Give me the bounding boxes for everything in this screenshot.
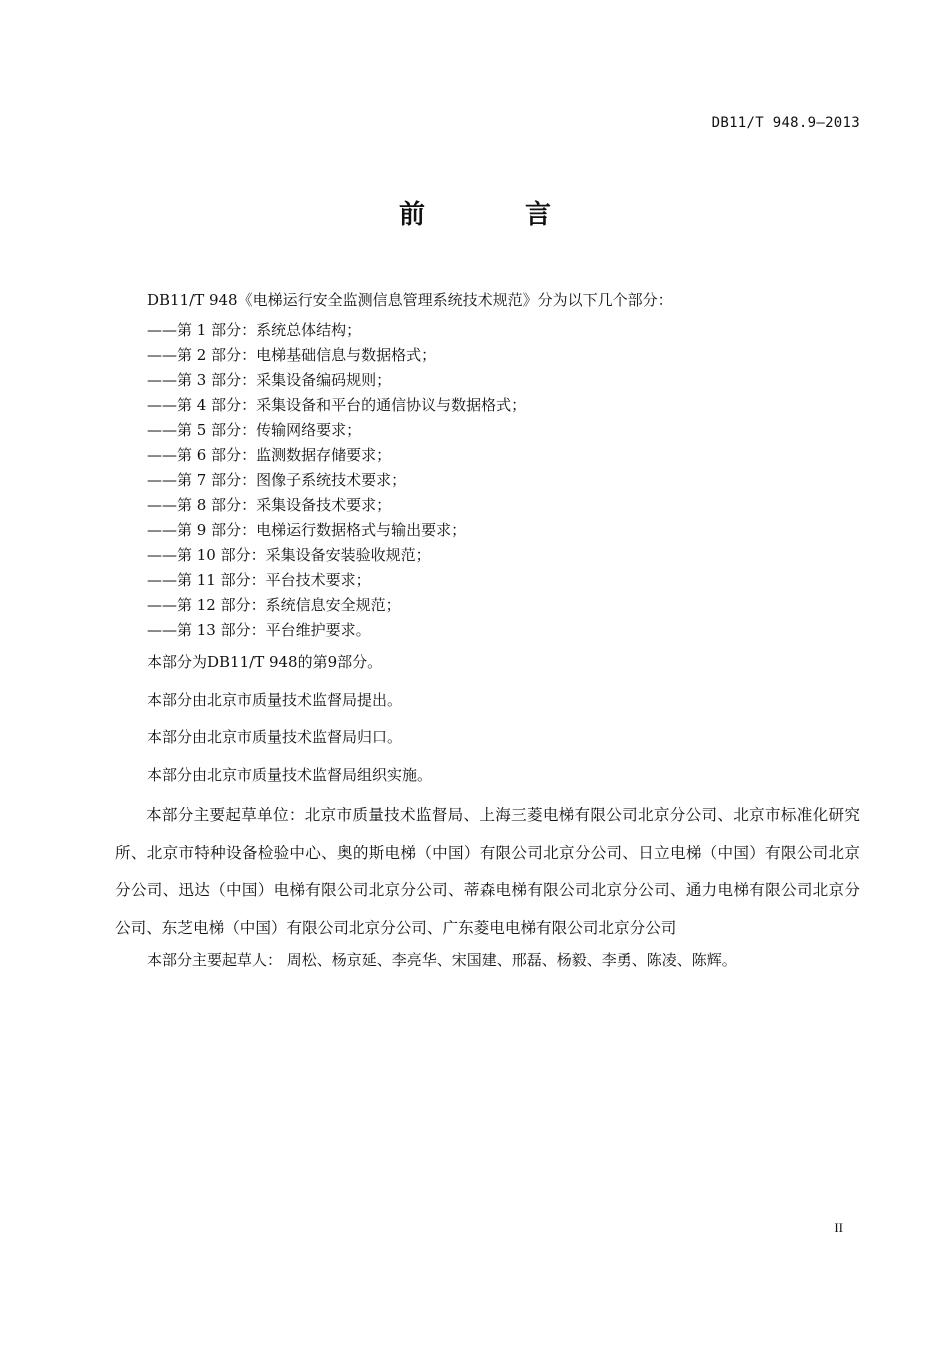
title-char-1: 前 [398, 200, 425, 230]
drafters-paragraph: 本部分主要起草人： 周松、杨京延、李亮华、宋国建、邢磊、杨毅、李勇、陈凌、陈辉。 [147, 951, 737, 969]
page-title [0, 194, 950, 231]
list-item: ——第 3 部分：采集设备编码规则； [147, 371, 392, 389]
list-item: ——第 1 部分：系统总体结构； [147, 321, 362, 339]
list-item: ——第 12 部分：系统信息安全规范； [147, 596, 401, 614]
list-item: ——第 10 部分：采集设备安装验收规范； [147, 546, 431, 564]
list-item: ——第 8 部分：采集设备技术要求； [147, 496, 392, 514]
list-item: ——第 4 部分：采集设备和平台的通信协议与数据格式； [147, 396, 527, 414]
list-item: ——第 9 部分：电梯运行数据格式与输出要求； [147, 521, 467, 539]
list-item: ——第 2 部分：电梯基础信息与数据格式； [147, 346, 437, 364]
list-item: ——第 11 部分：平台技术要求； [147, 571, 371, 589]
proposed-by-paragraph: 本部分由北京市质量技术监督局提出。 [147, 691, 403, 709]
managed-by-paragraph: 本部分由北京市质量技术监督局归口。 [147, 728, 403, 746]
list-item: ——第 7 部分：图像子系统技术要求； [147, 471, 407, 489]
title-char-2: 言 [525, 200, 552, 230]
list-item: ——第 5 部分：传输网络要求； [147, 421, 362, 439]
part-of-paragraph: 本部分为DB11/T 948的第9部分。 [147, 653, 383, 671]
page-number: II [834, 1220, 843, 1235]
intro-paragraph: DB11/T 948《电梯运行安全监测信息管理系统技术规范》分为以下几个部分： [147, 291, 673, 309]
parts-list [147, 320, 526, 645]
drafting-units-paragraph: 本部分主要起草单位：北京市质量技术监督局、上海三菱电梯有限公司北京分公司、北京市标准化研究所、北京市特种设备检验中心、奥的斯电梯（中国）有限公司北京分公司、日立电梯（中国）有限公司北京分公司、迅达（中国）电梯有限公司北京分公司、蒂森电梯有限公司北京分公司、通力电梯有限公司北京分公司、东芝电梯（中国）有限公司北京分公司、广东菱电电梯有限公司北京分公司 [115, 806, 860, 937]
list-item: ——第 13 部分：平台维护要求。 [147, 621, 371, 639]
document-code: DB11/T 948.9—2013 [711, 115, 860, 131]
list-item: ——第 6 部分：监测数据存储要求； [147, 446, 392, 464]
implemented-by-paragraph: 本部分由北京市质量技术监督局组织实施。 [147, 766, 433, 784]
